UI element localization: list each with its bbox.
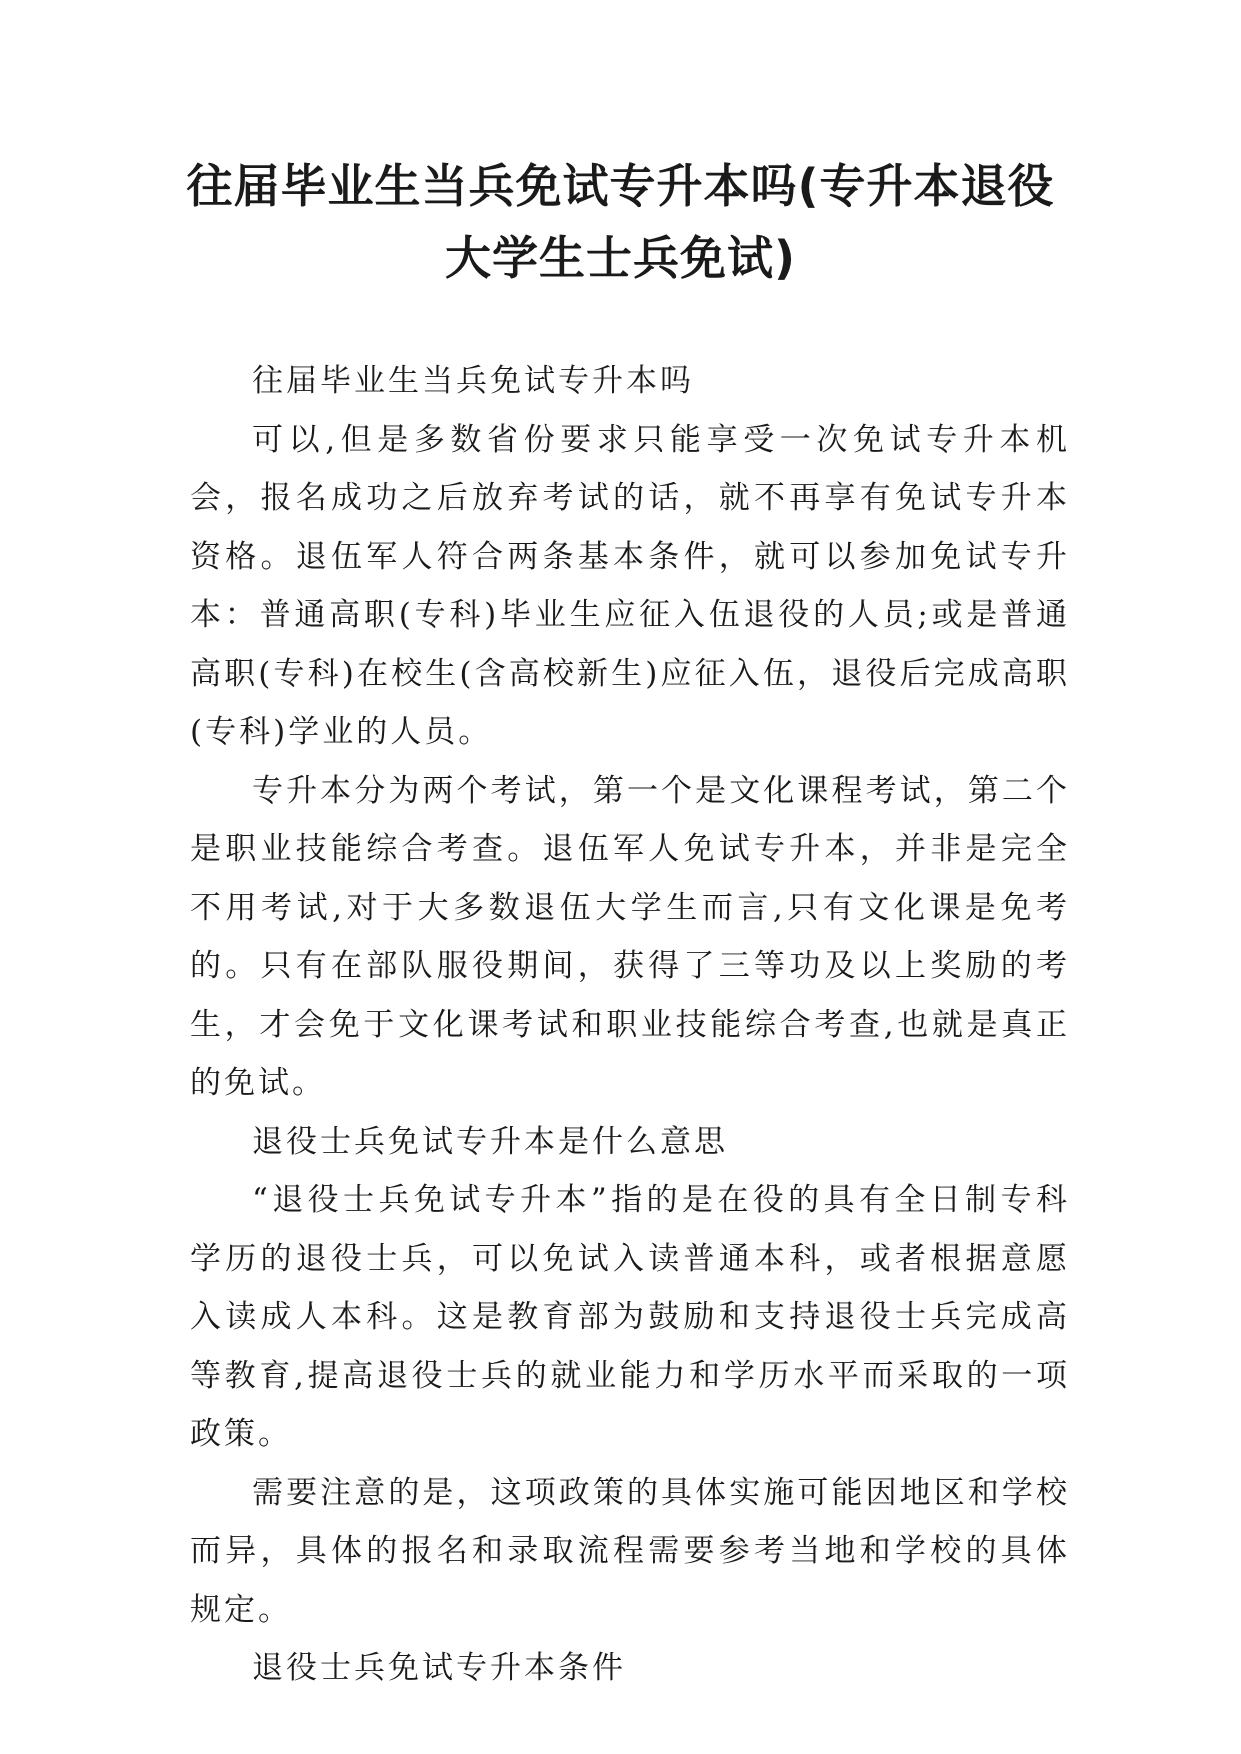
paragraph-note: 需要注意的是，这项政策的具体实施可能因地区和学校而异，具体的报名和录取流程需要参考当地和学校的具体规定。 [190, 1474, 1070, 1628]
section-heading-question: 往届毕业生当兵免试专升本吗 [252, 363, 694, 399]
document-title-line-1: 往届毕业生当兵免试专升本吗(专升本退役 [186, 159, 1055, 213]
document-body [190, 352, 1070, 1698]
section-heading-conditions: 退役士兵免试专升本条件 [252, 1650, 626, 1686]
document-title [150, 150, 1091, 294]
paragraph-meaning: “退役士兵免试专升本”指的是在役的具有全日制专科学历的退役士兵，可以免试入读普通本科，或者根据意愿入读成人本科。这是教育部为鼓励和支持退役士兵完成高等教育,提高退役士兵的就业能力和学历水平而采取的一项政策。 [190, 1182, 1070, 1452]
paragraph-exams: 专升本分为两个考试，第一个是文化课程考试，第二个是职业技能综合考查。退伍军人免试专升本，并非是完全不用考试,对于大多数退伍大学生而言,只有文化课是免考的。只有在部队服役期间，获得了三等功及以上奖励的考生，才会免于文化课考试和职业技能综合考查,也就是真正的免试。 [190, 772, 1070, 1101]
document-title-line-2: 大学生士兵免试) [444, 231, 797, 285]
paragraph-answer: 可以,但是多数省份要求只能享受一次免试专升本机会，报名成功之后放弃考试的话，就不再享有免试专升本资格。退伍军人符合两条基本条件，就可以参加免试专升本：普通高职(专科)毕业生应征入伍退役的人员;或是普通高职(专科)在校生(含高校新生)应征入伍，退役后完成高职(专科)学业的人员。 [190, 421, 1070, 750]
section-heading-meaning: 退役士兵免试专升本是什么意思 [252, 1123, 728, 1160]
